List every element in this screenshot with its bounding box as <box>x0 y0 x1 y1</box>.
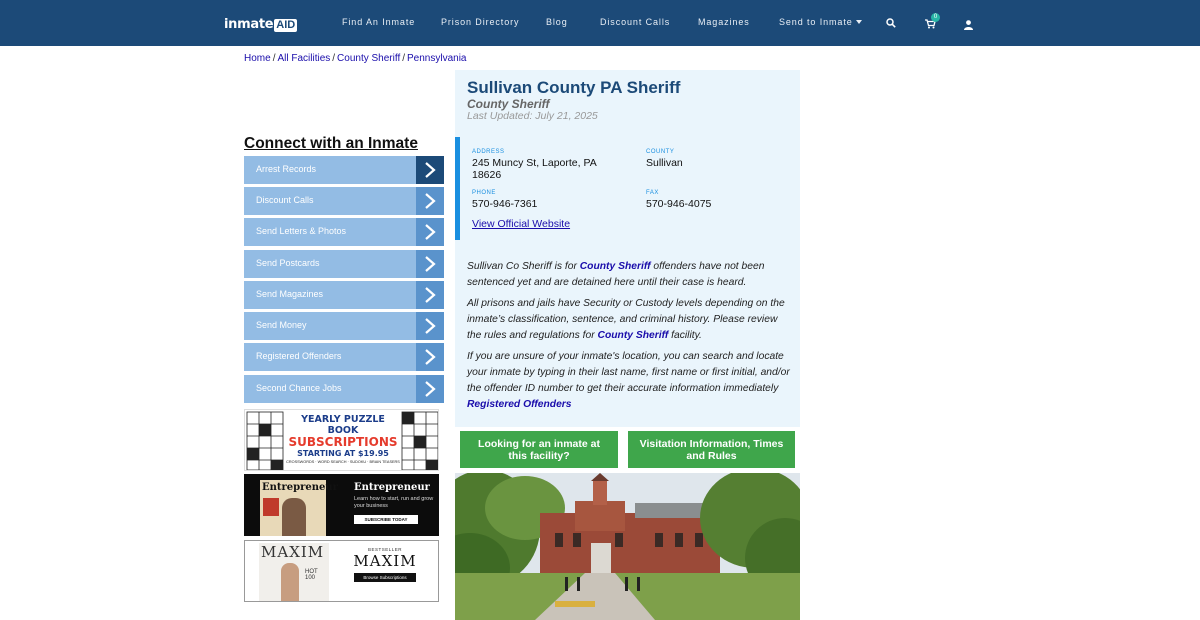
description-paragraph-2 <box>467 296 792 344</box>
county-sheriff-link[interactable]: County Sheriff <box>579 261 651 272</box>
phone-value[interactable]: 570-946-7361 <box>472 198 538 210</box>
puzzle-ad-line3: STARTING AT $19.95 <box>297 449 389 458</box>
chevron-right-icon <box>416 156 444 184</box>
search-icon[interactable] <box>886 15 896 33</box>
last-updated: Last Updated: July 21, 2025 <box>467 110 598 122</box>
site-logo[interactable] <box>224 14 297 32</box>
breadcrumb-county-sheriff[interactable]: County Sheriff <box>337 53 401 64</box>
cover-accent <box>263 498 279 516</box>
official-website-link[interactable]: View Official Website <box>472 218 571 230</box>
looking-for-inmate-button[interactable]: Looking for an inmate at this facility? <box>460 431 618 468</box>
cart-count-badge: 0 <box>931 13 940 22</box>
description-paragraph-1 <box>467 259 792 291</box>
puzzle-ad-line4: CROSSWORDS · WORD SEARCH · SUDOKU · BRAIN TEASERS <box>286 460 400 464</box>
address-line1: 245 Muncy St, Laporte, PA <box>472 157 597 169</box>
sidebar-item-label: Second Chance Jobs <box>256 383 342 393</box>
subscribe-today-button: SUBSCRIBE TODAY <box>354 515 418 524</box>
chevron-right-icon <box>416 218 444 246</box>
maxim-text <box>345 547 425 582</box>
entrepreneur-sub: Learn how to start, run and grow your business <box>354 496 434 509</box>
sidebar-item-label: Discount Calls <box>256 195 314 205</box>
sidebar-item-send-letters[interactable] <box>244 218 444 246</box>
visitation-info-button[interactable]: Visitation Information, Times and Rules <box>628 431 795 468</box>
chevron-right-icon <box>416 343 444 371</box>
chevron-right-icon <box>416 375 444 403</box>
phone-label: PHONE <box>472 190 496 196</box>
chevron-down-icon <box>856 20 862 24</box>
address-line2: 18626 <box>472 169 502 181</box>
sidebar-item-label: Send Money <box>256 320 307 330</box>
sidebar-item-discount-calls[interactable] <box>244 187 444 215</box>
sidebar-item-label: Send Magazines <box>256 289 324 299</box>
sidebar-item-send-magazines[interactable] <box>244 281 444 309</box>
puzzle-ad-line2: SUBSCRIPTIONS <box>288 435 398 449</box>
fax-value: 570-946-4075 <box>646 198 712 210</box>
logo-text: inmate <box>224 17 274 32</box>
entrepreneur-title: Entrepreneur <box>354 482 430 493</box>
sidebar-item-second-chance-jobs[interactable] <box>244 375 444 403</box>
top-navbar <box>0 0 1200 46</box>
address-label: ADDRESS <box>472 149 505 155</box>
chevron-right-icon <box>416 187 444 215</box>
p2-text-pre: All prisons and jails have Security or Custody levels depending on the inmate’s classification, sentence, and criminal history. Please review the rules and regulations for <box>467 298 785 341</box>
nav-send-to-inmate-label: Send to Inmate <box>779 17 853 27</box>
sidebar-item-label: Registered Offenders <box>256 351 342 361</box>
nav-find-inmate[interactable]: Find An Inmate <box>342 17 416 27</box>
maxim-cover-title: MAXIM <box>261 543 325 561</box>
cover-person-image <box>281 563 299 601</box>
maxim-cover-hot: HOT 100 <box>305 569 318 581</box>
fax-label: FAX <box>646 190 659 196</box>
maxim-title: MAXIM <box>353 552 417 570</box>
breadcrumb-all-facilities[interactable]: All Facilities <box>277 53 331 64</box>
sidebar-item-label: Arrest Records <box>256 164 317 174</box>
entrepreneur-text <box>354 482 434 524</box>
facility-type: County Sheriff <box>467 97 550 111</box>
facility-photo <box>455 473 800 620</box>
sidebar-item-send-postcards[interactable] <box>244 250 444 278</box>
nav-magazines[interactable]: Magazines <box>698 17 750 27</box>
entrepreneur-cover <box>260 480 338 536</box>
nav-blog[interactable]: Blog <box>546 17 568 27</box>
maxim-bestseller: BESTSELLER <box>367 547 402 552</box>
nav-send-to-inmate[interactable] <box>779 17 862 27</box>
breadcrumb-home[interactable]: Home <box>244 53 271 64</box>
chevron-right-icon <box>416 312 444 340</box>
entrepreneur-cover-title: Entrepreneur <box>262 482 338 493</box>
browse-subscriptions-button: Browse Subscriptions <box>354 573 416 582</box>
nav-discount-calls[interactable]: Discount Calls <box>600 17 671 27</box>
chevron-right-icon <box>416 281 444 309</box>
nav-prison-directory[interactable]: Prison Directory <box>441 17 520 27</box>
cover-person-image <box>282 498 306 536</box>
sidebar-item-label: Send Postcards <box>256 258 320 268</box>
sidebar-item-registered-offenders[interactable] <box>244 343 444 371</box>
breadcrumb: Home / All Facilities / County Sheriff / Pennsylvania <box>244 53 467 64</box>
puzzle-ad-line1: YEARLY PUZZLE BOOK <box>301 414 385 436</box>
logo-badge: AID <box>276 19 296 31</box>
puzzle-ad-text <box>285 414 401 465</box>
sidebar-item-send-money[interactable] <box>244 312 444 340</box>
county-value: Sullivan <box>646 157 683 169</box>
puzzle-book-ad[interactable] <box>244 409 439 471</box>
description-paragraph-3 <box>467 349 792 413</box>
registered-offenders-link[interactable]: Registered Offenders <box>467 399 572 410</box>
county-label: COUNTY <box>646 149 675 155</box>
p1-text-pre: Sullivan Co Sheriff is for <box>467 261 580 272</box>
sidebar-item-label: Send Letters & Photos <box>256 226 347 236</box>
user-icon[interactable] <box>964 17 973 35</box>
county-sheriff-link[interactable]: County Sheriff <box>597 330 669 341</box>
chevron-right-icon <box>416 250 444 278</box>
breadcrumb-pennsylvania[interactable]: Pennsylvania <box>407 53 467 64</box>
maxim-cover <box>259 543 329 601</box>
sidebar-item-arrest-records[interactable] <box>244 156 444 184</box>
maxim-ad[interactable] <box>244 540 439 602</box>
connect-heading: Connect with an Inmate <box>244 135 418 152</box>
p1-text-post: offenders have not been sentenced yet and are detained here until their case is heard. <box>467 261 765 288</box>
p3-text: If you are unsure of your inmate's location, you can search and locate your inmate by typing in their last name, first name or first initial, and/or the offender ID number to get their accurate information immediately <box>467 351 790 394</box>
facility-title: Sullivan County PA Sheriff <box>467 78 681 97</box>
entrepreneur-ad[interactable] <box>244 474 439 536</box>
p2-text-post: facility. <box>668 330 702 341</box>
